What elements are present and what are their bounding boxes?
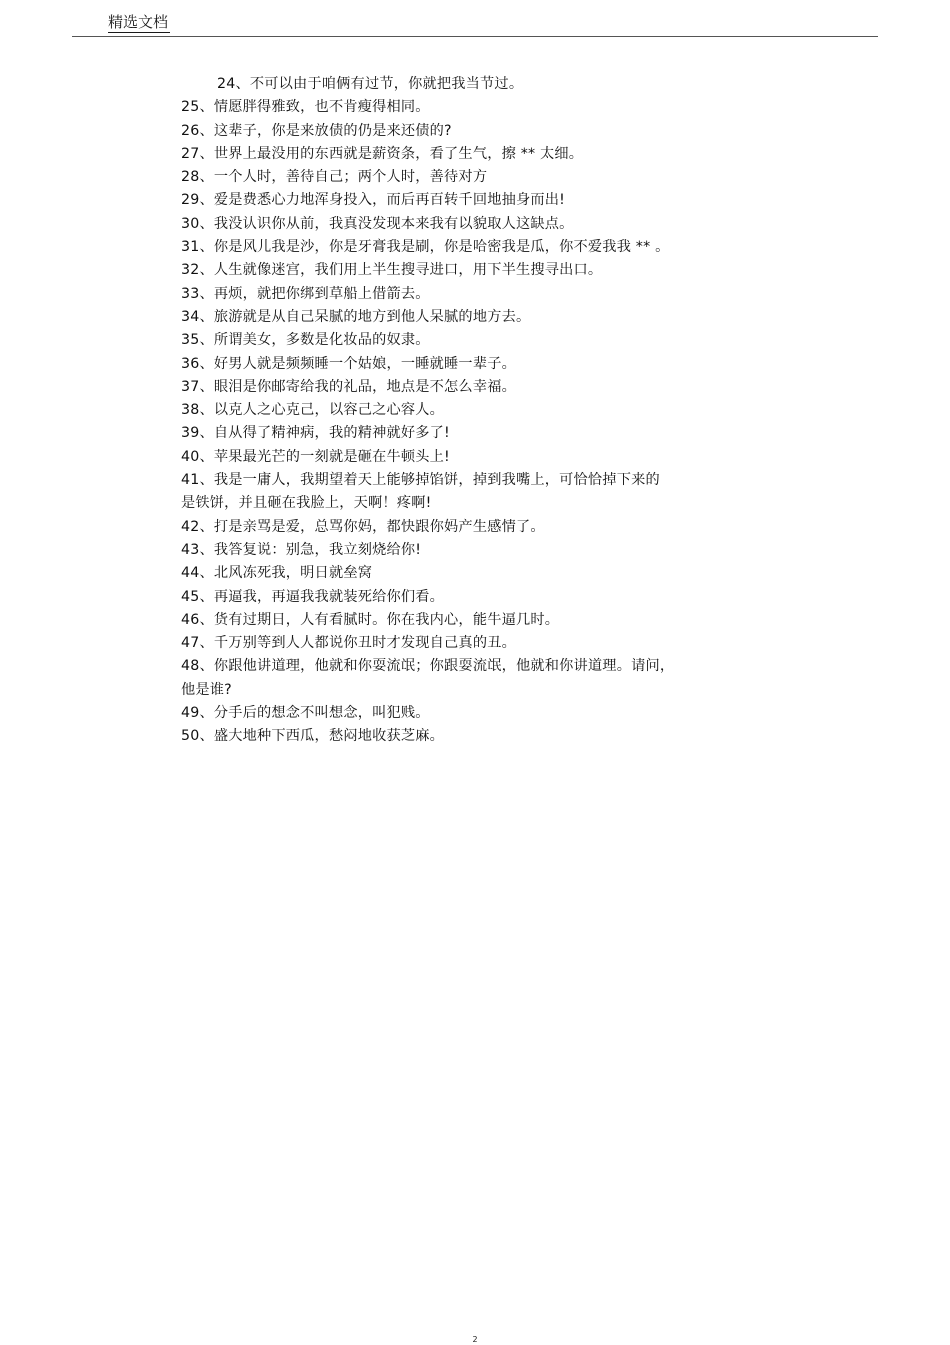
text-line: 40、苹果最光芒的一刻就是砸在牛顿头上! [181,448,450,465]
text-line: 41、我是一庸人，我期望着天上能够掉馅饼，掉到我嘴上，可恰恰掉下来的 [181,472,660,489]
text-line-continuation: 是铁饼，并且砸在我脸上，天啊！疼啊! [181,495,432,512]
page-header [0,0,950,40]
text-line: 39、自从得了精神病，我的精神就好多了! [181,425,450,442]
text-line: 36、好男人就是频频睡一个姑娘，一睡就睡一辈子。 [181,355,516,372]
text-line: 43、我答复说：别急，我立刻烧给你! [181,541,422,558]
text-line: 33、再烦，就把你绑到草船上借箭去。 [181,285,430,302]
text-line: 32、人生就像迷宫，我们用上半生搜寻进口，用下半生搜寻出口。 [181,262,603,279]
text-line: 44、北风冻死我，明日就垒窝 [181,565,373,582]
text-line: 27、世界上最没用的东西就是薪资条，看了生气，擦 ** 太细。 [181,145,584,162]
text-line: 35、所谓美女，多数是化妆品的奴隶。 [181,332,430,349]
text-line: 38、以克人之心克己，以容己之心容人。 [181,402,445,419]
text-line: 49、分手后的想念不叫想念，叫犯贱。 [181,705,430,722]
page-number: 2 [472,1335,478,1344]
text-line: 30、我没认识你从前，我真没发现本来我有以貌取人这缺点。 [181,215,574,232]
text-line-continuation: 他是谁? [181,681,232,698]
text-line: 24、不可以由于咱俩有过节，你就把我当节过。 [217,76,524,92]
header-divider [72,36,878,37]
text-line: 48、你跟他讲道理，他就和你耍流氓；你跟耍流氓，他就和你讲道理。请问， [181,658,675,675]
text-line: 31、你是风儿我是沙，你是牙膏我是刷，你是哈密我是瓜，你不爱我我 ** 。 [181,239,670,256]
text-line: 42、打是亲骂是爱，总骂你妈，都快跟你妈产生感情了。 [181,518,545,535]
text-line: 29、爱是费悉心力地浑身投入，而后再百转千回地抽身而出! [181,192,566,209]
text-line: 34、旅游就是从自己呆腻的地方到他人呆腻的地方去。 [181,308,531,325]
text-line: 46、货有过期日，人有看腻时。你在我内心，能牛逼几时。 [181,611,560,628]
text-line: 25、情愿胖得雅致，也不肯瘦得相同。 [181,99,430,116]
text-line: 47、千万别等到人人都说你丑时才发现自己真的丑。 [181,635,516,652]
text-line: 37、眼泪是你邮寄给我的礼品，地点是不怎么幸福。 [181,378,516,395]
text-line: 26、这辈子，你是来放债的仍是来还债的? [181,122,452,139]
text-line: 28、一个人时，善待自己；两个人时，善待对方 [181,169,488,186]
text-line: 45、再逼我，再逼我我就装死给你们看。 [181,588,445,605]
text-line: 50、盛大地种下西瓜，愁闷地收获芝麻。 [181,728,445,745]
document-body [181,73,801,749]
header-title: 精选文档 [108,13,169,31]
